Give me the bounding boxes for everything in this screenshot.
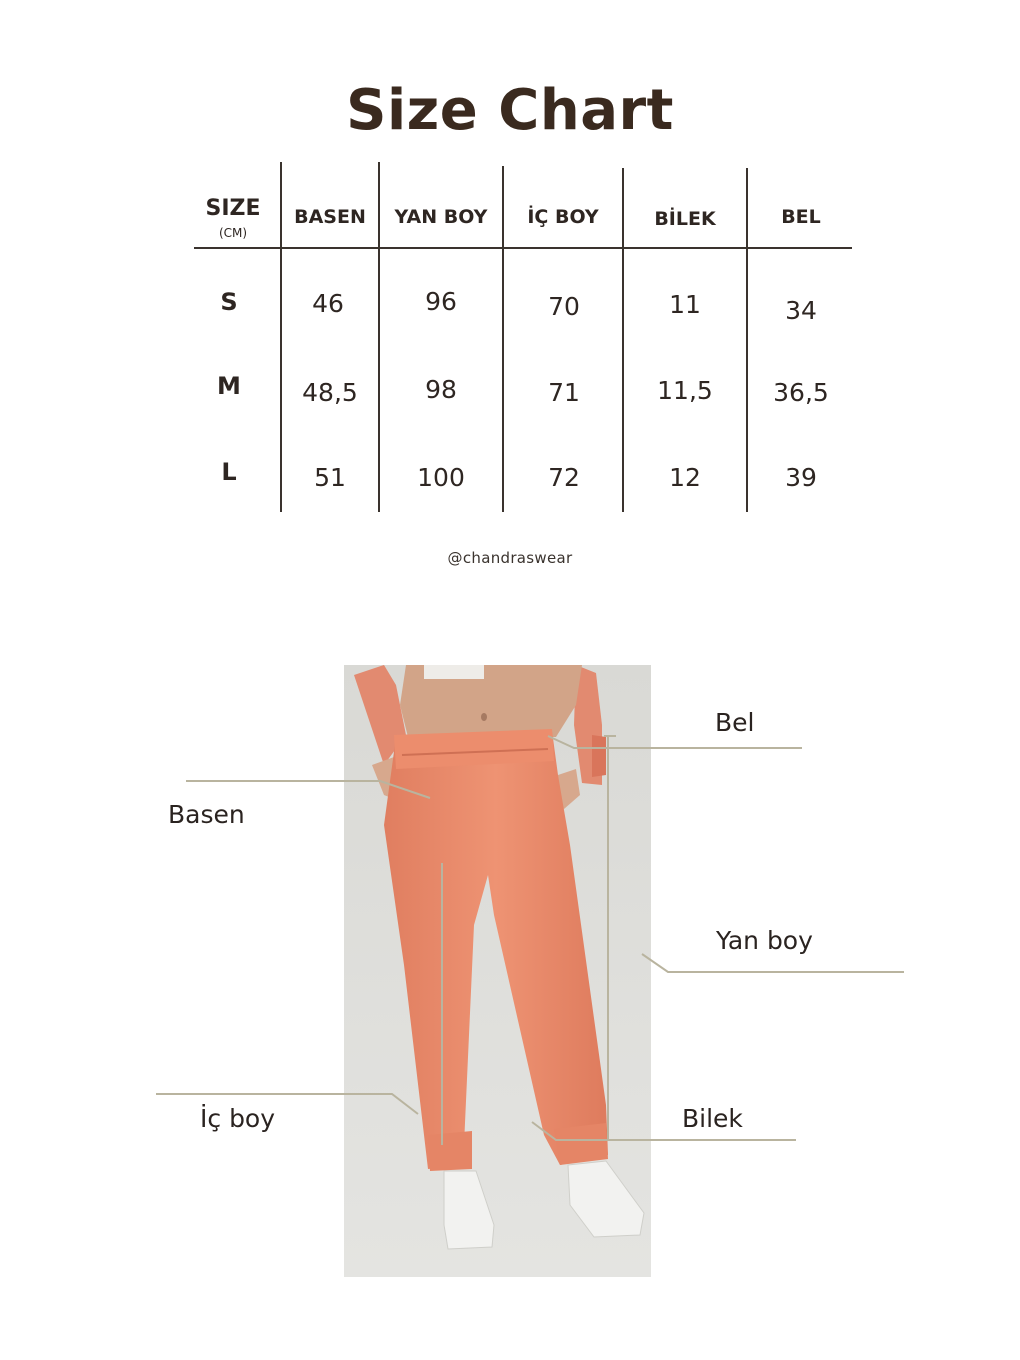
table-cell: 12 (669, 463, 701, 492)
column-divider (280, 162, 282, 512)
column-header-ic-boy: İÇ BOY (527, 206, 599, 228)
table-cell: 39 (785, 463, 817, 492)
table-cell: 34 (785, 296, 817, 325)
brand-handle: @chandraswear (447, 549, 573, 567)
column-divider (746, 168, 748, 512)
table-cell: 71 (548, 378, 580, 407)
table-cell: 96 (425, 287, 457, 316)
column-header-yan-boy: YAN BOY (394, 206, 488, 228)
table-cell: 36,5 (773, 378, 829, 407)
table-cell: 72 (548, 463, 580, 492)
column-divider (502, 166, 504, 512)
table-cell: 51 (314, 463, 346, 492)
label-bel: Bel (715, 708, 755, 737)
label-bilek: Bilek (682, 1104, 743, 1133)
label-basen: Basen (168, 800, 245, 829)
table-cell: 100 (417, 463, 465, 492)
row-label-s: S (220, 288, 238, 316)
table-cell: 98 (425, 375, 457, 404)
product-photo (344, 665, 651, 1277)
column-divider (378, 162, 380, 512)
row-label-m: M (217, 372, 241, 400)
size-unit: (CM) (218, 226, 248, 240)
column-divider (622, 168, 624, 512)
size-table (0, 0, 1020, 540)
table-cell: 70 (548, 292, 580, 321)
row-label-l: L (221, 458, 237, 486)
header-divider (194, 247, 852, 249)
page-title: Size Chart (346, 78, 674, 143)
table-cell: 48,5 (302, 378, 358, 407)
table-cell: 11 (669, 290, 701, 319)
column-header-bel: BEL (781, 206, 821, 228)
column-header-basen: BASEN (294, 206, 366, 228)
label-ic-boy: İç boy (200, 1104, 276, 1133)
label-yan-boy: Yan boy (716, 926, 813, 955)
table-cell: 46 (312, 289, 344, 318)
table-cell: 11,5 (657, 376, 713, 405)
size-header: SIZE (205, 196, 261, 221)
column-header-bilek: BİLEK (654, 208, 716, 230)
